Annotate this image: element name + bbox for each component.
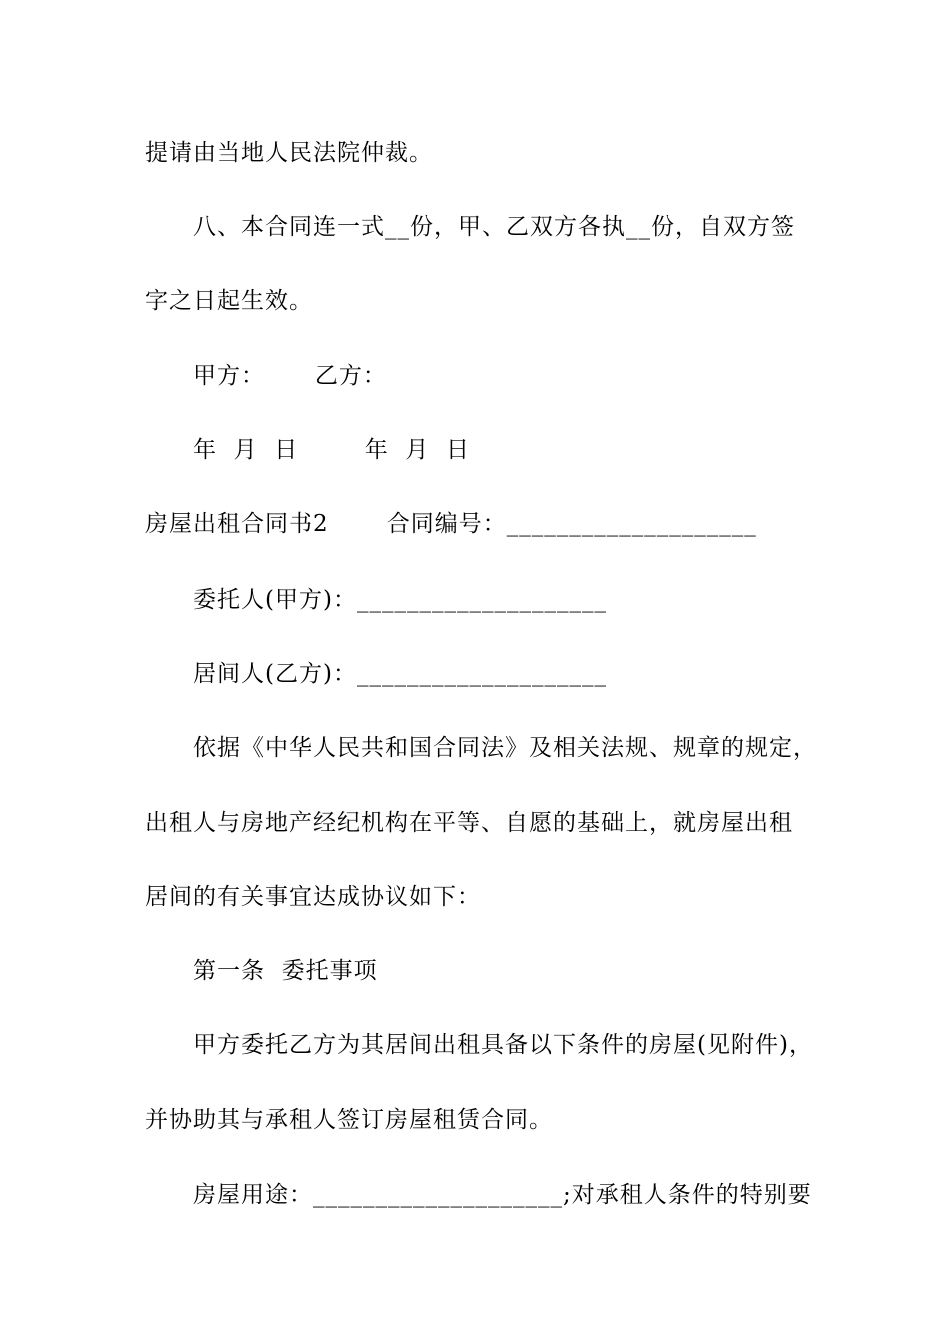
signature-dates: 年 月 日 年 月 日 xyxy=(193,437,470,463)
text-line-effective: 字之日起生效。 xyxy=(145,288,313,314)
signature-parties: 甲方： 乙方： xyxy=(193,363,387,389)
text-line-entrustment: 甲方委托乙方为其居间出租具备以下条件的房屋(见附件)， xyxy=(193,1032,813,1058)
client-party-a: 委托人(甲方)：____________________ xyxy=(193,587,607,613)
broker-party-b: 居间人(乙方)：____________________ xyxy=(193,661,607,687)
text-line-assist: 并协助其与承租人签订房屋租赁合同。 xyxy=(145,1107,553,1133)
text-line-house-use: 房屋用途：____________________;对承租人条件的特别要 xyxy=(193,1182,812,1208)
contract-title-number: 房屋出租合同书2 合同编号：____________________ xyxy=(145,511,757,537)
article-one-heading: 第一条 委托事项 xyxy=(193,958,378,984)
text-line-clause-eight: 八、本合同连一式__份，甲、乙双方各执__份，自双方签 xyxy=(193,214,795,240)
text-line-arbitration: 提请由当地人民法院仲裁。 xyxy=(145,140,433,166)
text-line-basis: 依据《中华人民共和国合同法》及相关法规、规章的规定， xyxy=(193,735,817,761)
text-line-matters: 居间的有关事宜达成协议如下： xyxy=(145,884,481,910)
text-line-agreement: 出租人与房地产经纪机构在平等、自愿的基础上，就房屋出租 xyxy=(145,810,793,836)
